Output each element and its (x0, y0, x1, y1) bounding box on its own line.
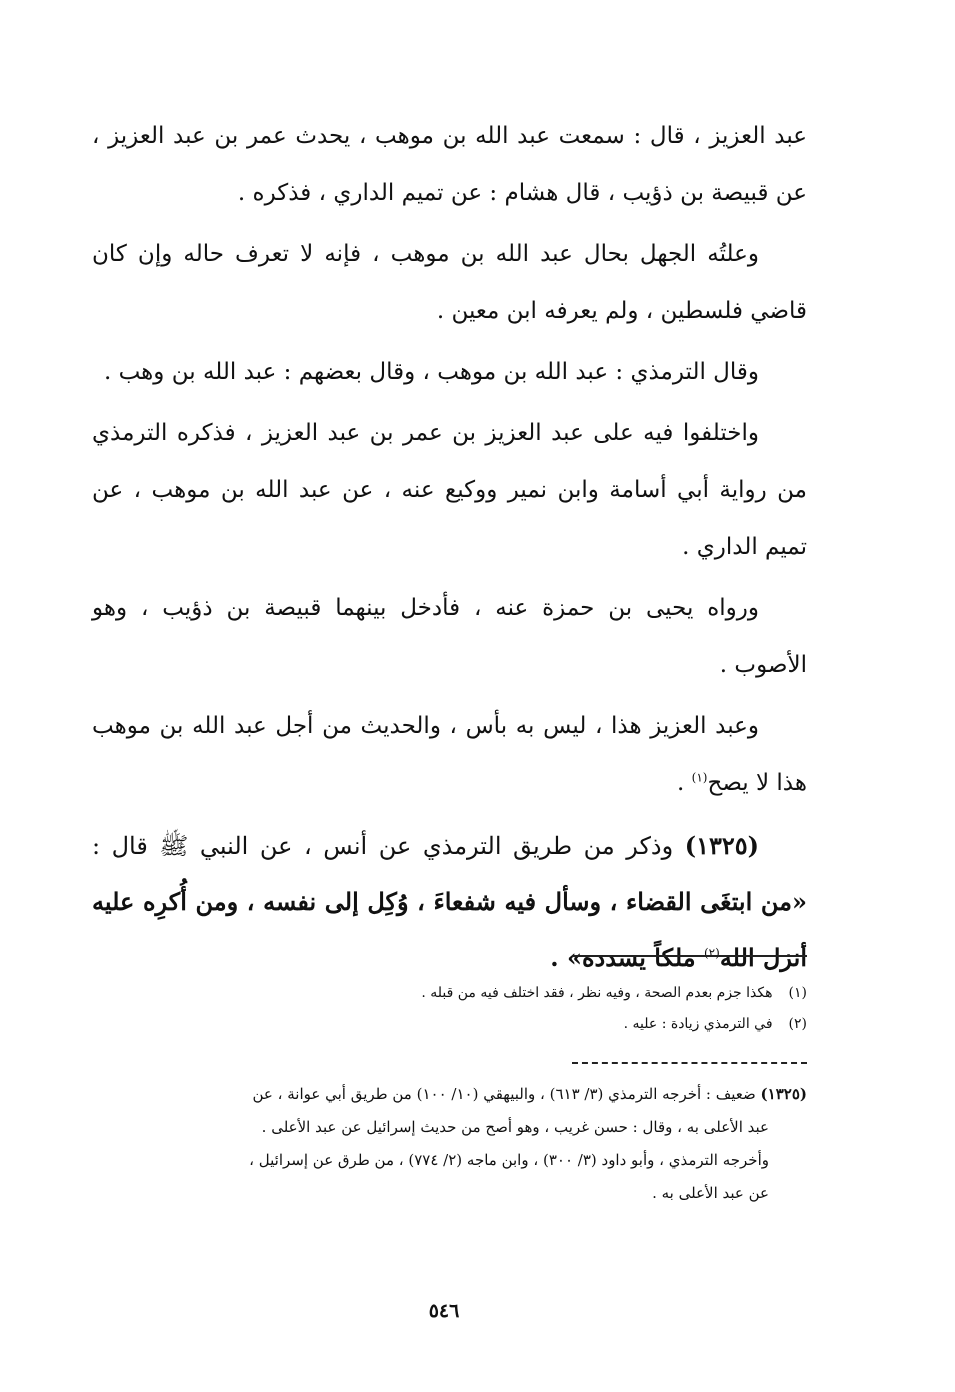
takhrij-line: عبد الأعلى به ، وقال : حسن غريب ، وهو أصح من حديث إسرائيل عن عبد الأعلى . (261, 1118, 769, 1136)
footnote-divider (572, 955, 807, 957)
footnote-label: (١) (788, 985, 807, 1001)
footnote-item (387, 1009, 807, 1040)
page-number: ٥٤٦ (428, 1300, 460, 1322)
paragraph-end: . (677, 770, 692, 796)
paragraph: ورواه يحيى بن حمزة عنه ، فأدخل بينهما قبيصة بن ذؤيب ، وهو الأصوب . (92, 595, 807, 678)
hadith-number: (١٣٢٥) (684, 831, 759, 860)
takhrij-text: ضعيف : أخرجه الترمذي (٣/ ٦١٣) ، والبيهقي (١٠/ ١٠٠) من طريق أبي عوانة ، عن (252, 1085, 761, 1103)
hadith-intro: وذكر من طريق الترمذي عن أنس ، عن النبي ﷺ قال : (92, 832, 685, 860)
paragraph: وعلتُه الجهل بحال عبد الله بن موهب ، فإنه لا تعرف حاله وإن كان قاضي فلسطين ، ولم يعرفه ابن معين . (92, 241, 807, 324)
paragraph-with-footnote (92, 698, 807, 812)
footnote-text: في الترمذي زيادة : عليه . (623, 1016, 773, 1032)
takhrij-line: وأخرجه الترمذي ، وأبو داود (٣/ ٣٠٠) ، وابن ماجه (٢/ ٧٧٤) ، من طرق عن إسرائيل ، (249, 1151, 769, 1169)
takhrij-divider (572, 1062, 807, 1064)
hadith-quote-end: ملكاً يسدده» . (550, 943, 704, 972)
paragraph: عبد العزيز ، قال : سمعت عبد الله بن موهب ، يحدث عمر بن عبد العزيز ، عن قبيصة بن ذؤيب ، قال هشام : عن تميم الداري ، فذكره . (92, 123, 807, 206)
takhrij-line: عن عبد الأعلى به . (652, 1184, 769, 1202)
footnote-item (387, 978, 807, 1009)
hadith-quote: «من ابتغَى القضاء ، وسأل فيه شفعاءَ ، وُكِل إلى نفسه ، ومن أُكرِه عليه أنزل الله (92, 887, 807, 972)
hadith-paragraph (92, 818, 807, 986)
footnote-ref: (١) (691, 770, 708, 785)
takhrij-number: (١٣٢٥) (760, 1085, 807, 1103)
footnote-label: (٢) (788, 1016, 807, 1032)
takhrij-notes (92, 1078, 807, 1210)
footnotes (387, 978, 807, 1040)
paragraph: وقال الترمذي : عبد الله بن موهب ، وقال بعضهم : عبد الله بن وهب . (103, 359, 759, 385)
paragraph-text: وعبد العزيز هذا ، ليس به بأس ، والحديث من أجل عبد الله بن موهب هذا لا يصح (92, 713, 807, 796)
takhrij-line (92, 1078, 807, 1111)
footnote-ref: (٢) (703, 946, 720, 960)
paragraph: واختلفوا فيه على عبد العزيز بن عمر بن عبد العزيز ، فذكره الترمذي من رواية أبي أسامة وابن نمير ووكيع عنه ، عن عبد الله بن موهب ، عن تميم الداري . (92, 420, 807, 560)
main-text (92, 108, 807, 990)
footnote-text: هكذا جزم بعدم الصحة ، وفيه نظر ، فقد اختلف فيه من قبله . (421, 985, 773, 1001)
